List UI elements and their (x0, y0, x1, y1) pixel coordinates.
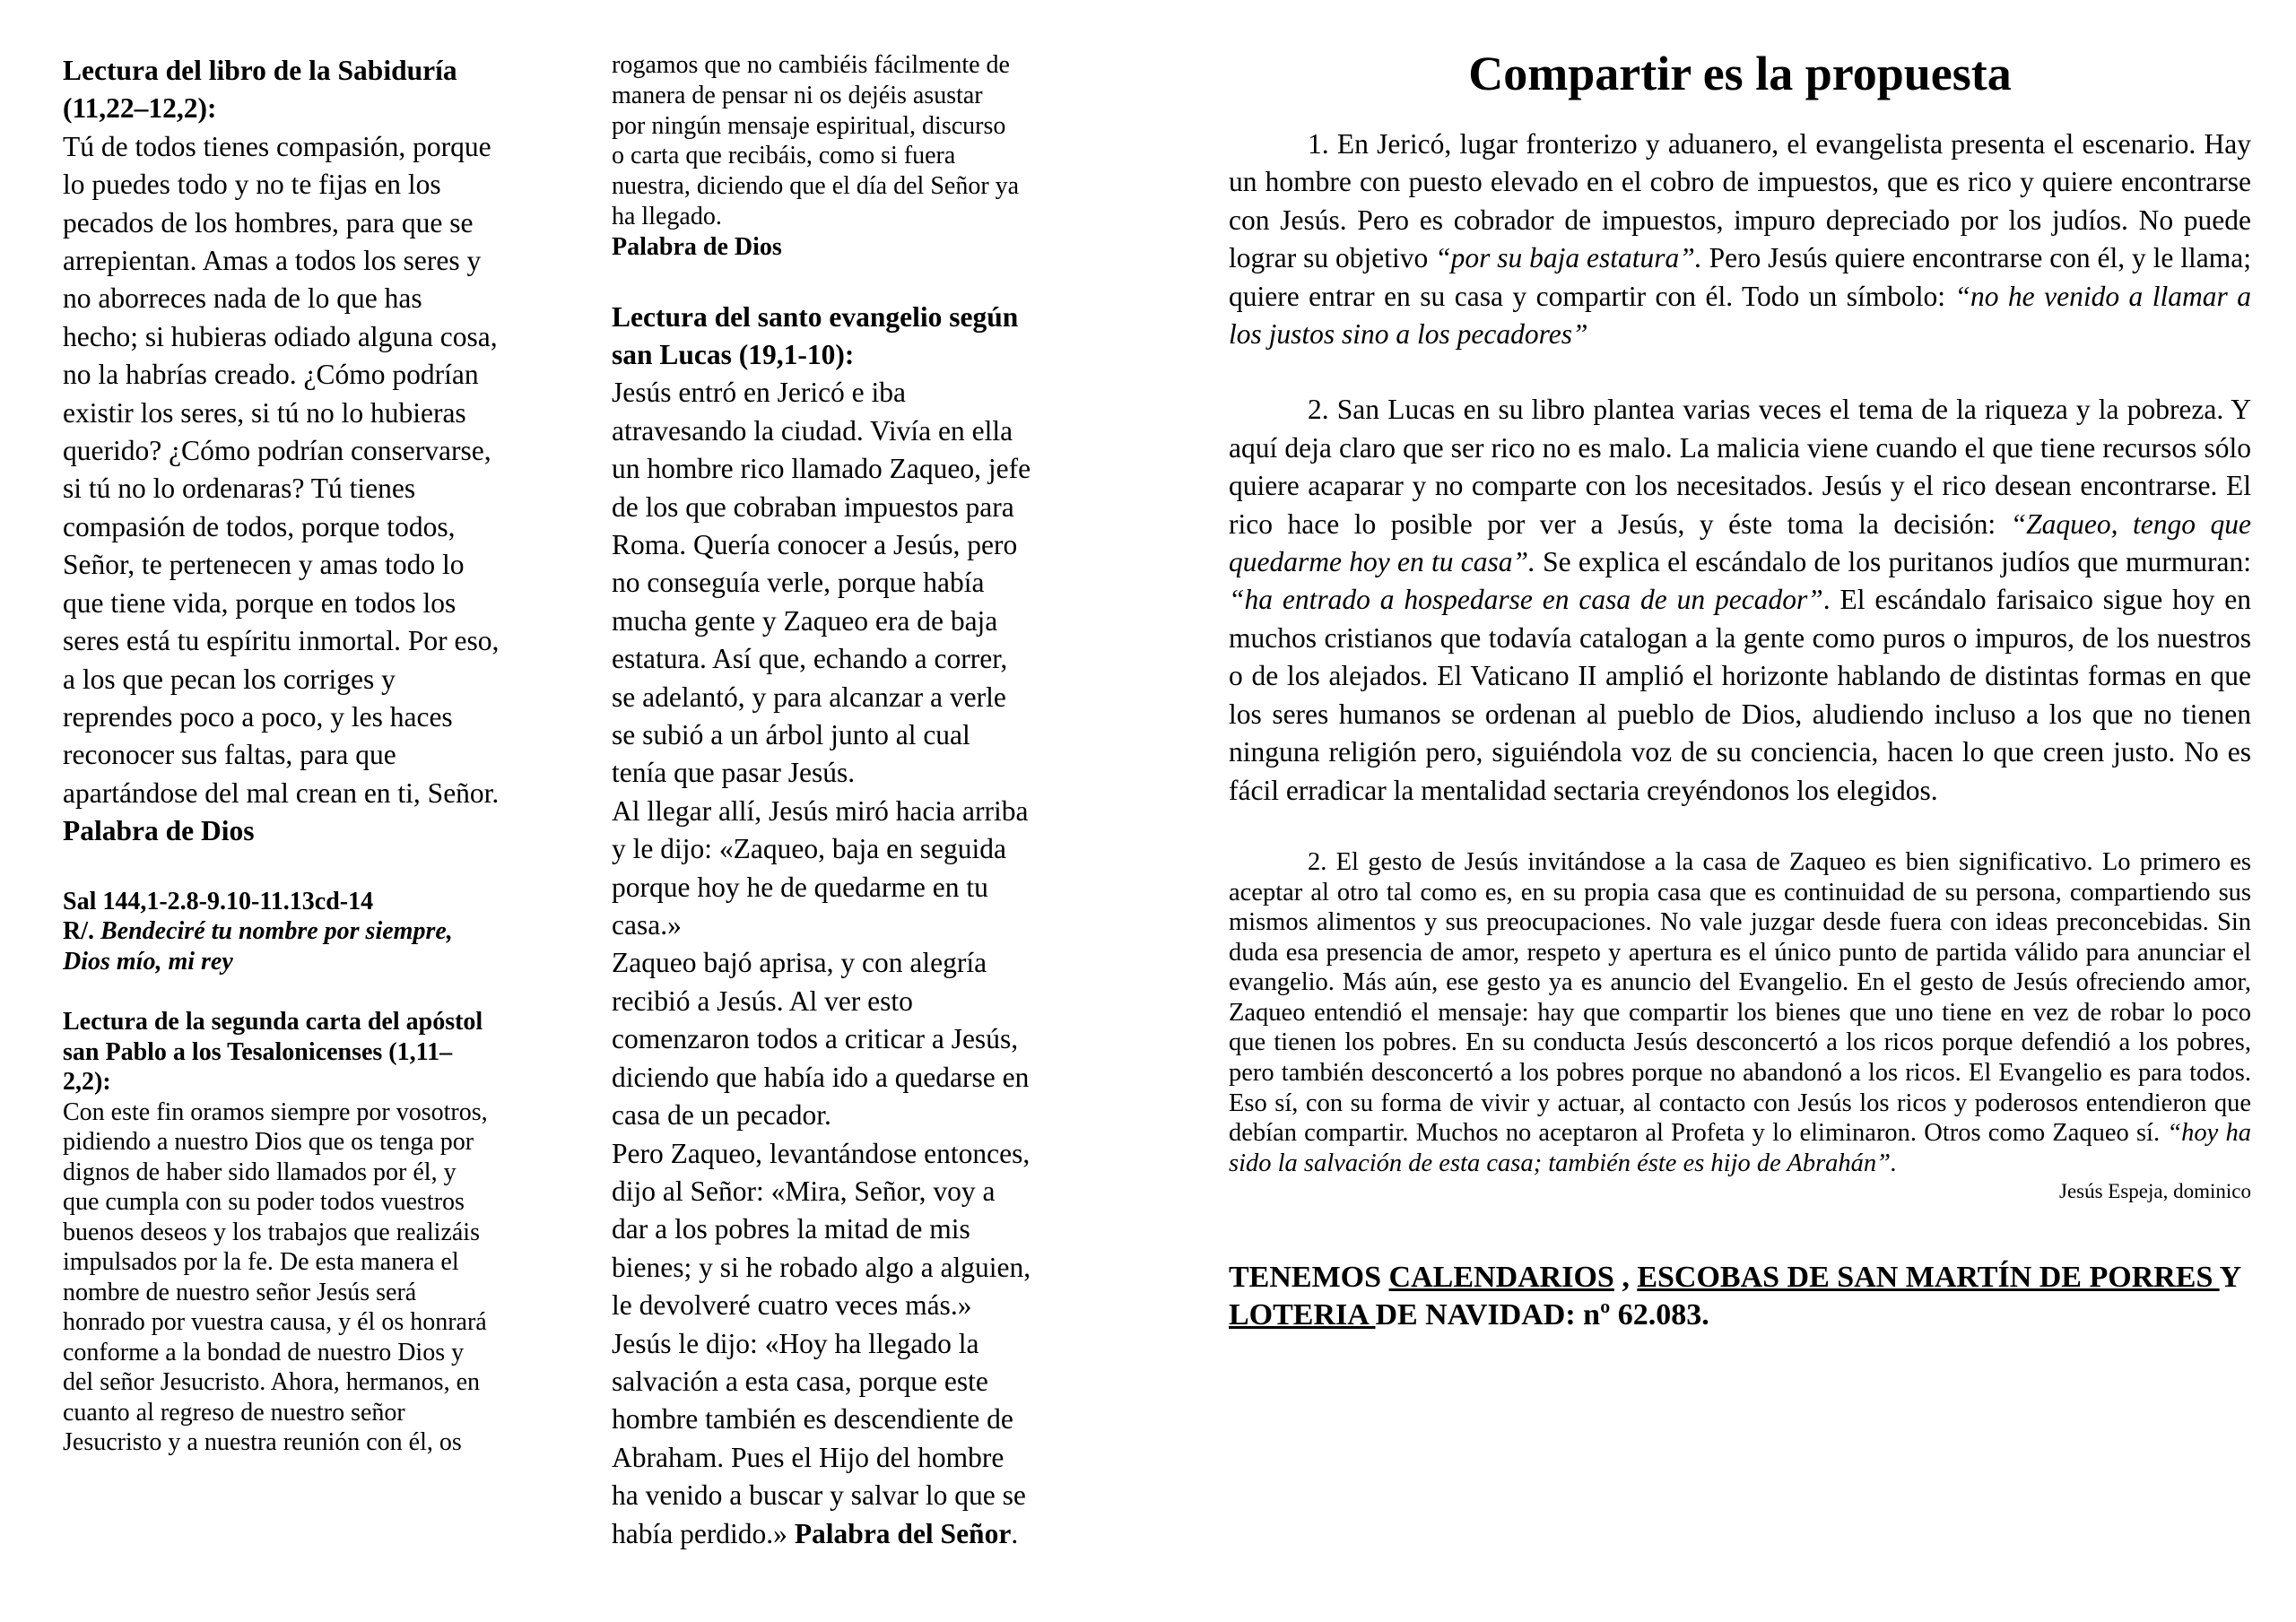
psalm-ref: Sal 144,1-2.8-9.10-11.13cd-14 (63, 887, 374, 915)
reading1-close: Palabra de Dios (63, 815, 255, 847)
reading1-title: Lectura del libro de la Sabiduría (11,22–12,2): (63, 55, 457, 125)
column-3 (1229, 47, 2251, 1334)
column-1 (63, 52, 583, 1458)
commentary-paragraph-3: 2. El gesto de Jesús invitándose a la casa de Zaqueo es bien significativo. Lo primero es aceptar al otro tal como es, en su propia casa que es continuidad de su persona, compartiendo sus mismos alimentos y sus preocupaciones. No vale juzgar desde fuera con ideas preconcebidas. Sin duda esa presencia de amor, respeto y apertura es el único punto de partida válido para anunciar el evangelio. Más aún, ese gesto ya es anuncio del Evangelio. En el gesto de Jesús ofreciendo amor, Zaqueo entendió el mensaje: hay que compartir los bienes que uno tiene en vez de robar lo poco que tienen los pobres. En su conducta Jesús desconcertó a los ricos porque defendió a los pobres, pero también desconcertó a los pobres porque no abandonó a los ricos. El Evangelio es para todos. Eso sí, con su forma de vivir y actuar, al contacto con Jesús los ricos y poderosos entendieron que debían compartir. Muchos no aceptaron al Profeta y lo eliminaron. Otros como Zaqueo sí. “hoy ha sido la salvación de esta casa; también éste es hijo de Abrahán”. (1229, 847, 2251, 1177)
gospel-close: Palabra del Señor (794, 1517, 1012, 1549)
reading2-continued: rogamos que no cambiéis fácilmente de manera de pensar ni os dejéis asustar por ningún mensaje espiritual, discurso o carta que recibáis, como si fuera nuestra, diciendo que el día del Señor ya ha llegado. Palabra de Dios (612, 50, 1150, 263)
psalm: Sal 144,1-2.8-9.10-11.13cd-14 R/. Bendeciré tu nombre por siempre, Dios mío, mi rey (63, 887, 583, 977)
reading2-text: Con este fin oramos siempre por vosotros, pidiendo a nuestro Dios que os tenga por dignos de haber sido llamados por él, y que cumpla con su poder todos vuestros buenos deseos y los trabajos que realizáis impulsados por la fe. De esta manera el nombre de nuestro señor Jesús será honrado por vuestra causa, y él os honrará conforme a la bondad de nuestro Dios y del señor Jesucristo. Ahora, hermanos, en cuanto al regreso de nuestro señor Jesucristo y a nuestra reunión con él, os (63, 1097, 488, 1457)
commentary-paragraph-1: 1. En Jericó, lugar fronterizo y aduanero, el evangelista presenta el escenario. Hay un hombre con puesto elevado en el cobro de impuestos, que es rico y quiere encontrarse con Jesús. Pero es cobrador de impuestos, impuro depreciado por los judíos. No puede lograr su objetivo “por su baja estatura”. Pero Jesús quiere encontrarse con él, y le llama; quiere entrar en su casa y compartir con él. Todo un símbolo: “no he venido a llamar a los justos sino a los pecadores” (1229, 128, 2252, 351)
reading1-text: Tú de todos tienes compasión, porque lo puedes todo y no te fijas en los pecados de los hombres, para que se arrepientan. Amas a todos los seres y no aborreces nada de lo que has hecho; si hubieras odiado alguna cosa, no la habrías creado. ¿Cómo podrían existir los seres, si tú no lo hubieras querido? ¿Cómo podrían conservarse, si tú no lo ordenaras? Tú tienes compasión de todos, porque todos, Señor, te pertenecen y amas todo lo que tiene vida, porque en todos los seres está tu espíritu inmortal. Por eso, a los que pecan los corriges y reprendes poco a poco, y les haces reconocer sus faltas, para que apartándose del mal crean en ti, Señor. (63, 130, 500, 809)
author-signature: Jesús Espeja, dominico (2059, 1180, 2251, 1203)
announcement: TENEMOS CALENDARIOS , ESCOBAS DE SAN MARTÍN DE PORRES Y LOTERIA DE NAVIDAD: nº 62.083. (1229, 1261, 2240, 1332)
reading2-title: Lectura de la segunda carta del apóstol san Pablo a los Tesalonicenses (1,11– 2,2): (63, 1008, 483, 1097)
psalm-response: R/. Bendeciré tu nombre por siempre, (63, 917, 453, 946)
page-title: Compartir es la propuesta (1468, 47, 2012, 100)
commentary-paragraph-2: 2. San Lucas en su libro plantea varias veces el tema de la riqueza y la pobreza. Y aquí deja claro que ser rico no es malo. La malicia viene cuando el que tiene recursos sólo quiere acaparar y no comparte con los necesitados. Jesús y el rico desean encontrarse. El rico hace lo posible por ver a Jesús, y éste toma la decisión: “Zaqueo, tengo que quedarme hoy en tu casa”. Se explica el escándalo de los puritanos judíos que murmuran: “ha entrado a hospedarse en casa de un pecador”. El escándalo farisaico sigue hoy en muchos cristianos que todavía catalogan a la gente como puros o impuros, de los nuestros o de los alejados. El Vaticano II amplió el horizonte hablando de distintas formas en que los seres humanos se ordenan al pueblo de Dios, aludiendo incluso a los que no tienen ninguna religión pero, siguiéndola voz de su conciencia, hacen lo que creen justo. No es fácil erradicar la mentalidad sectaria creyéndonos los elegidos. (1229, 394, 2251, 806)
gospel-title: Lectura del santo evangelio según san Lucas (19,1-10): (612, 300, 1019, 370)
reading2-close: Palabra de Dios (612, 232, 782, 261)
gospel-text: Jesús entró en Jericó e iba atravesando la ciudad. Vivía en ella un hombre rico llamado Zaqueo, jefe de los que cobraban impuestos para Roma. Quería conocer a Jesús, pero no conseguía verle, porque había mucha gente y Zaqueo era de baja estatura. Así que, echando a correr, se adelantó, y para alcanzar a verle se subió a un árbol junto al cual tenía que pasar Jesús. Al llegar allí, Jesús miró hacia arriba y le dijo: «Zaqueo, baja en seguida porque hoy he de quedarme en tu casa.» Zaqueo bajó aprisa, y con alegría recibió a Jesús. Al ver esto comenzaron todos a criticar a Jesús, diciendo que había ido a quedarse en casa de un pecador. Pero Zaqueo, levantándose entonces, dijo al Señor: «Mira, Señor, voy a dar a los pobres la mitad de mis bienes; y si he robado algo a alguien, le devolveré cuatro veces más.» Jesús le dijo: «Hoy ha llegado la salvación a esta casa, porque este hombre también es descendiente de Abraham. Pues el Hijo del hombre ha venido a buscar y salvar lo que se había perdido.» Palabra del Señor. (612, 374, 1150, 1553)
column-2 (612, 50, 1150, 1553)
gospel-last-line: había perdido.» Palabra del Señor. (612, 1517, 1019, 1549)
